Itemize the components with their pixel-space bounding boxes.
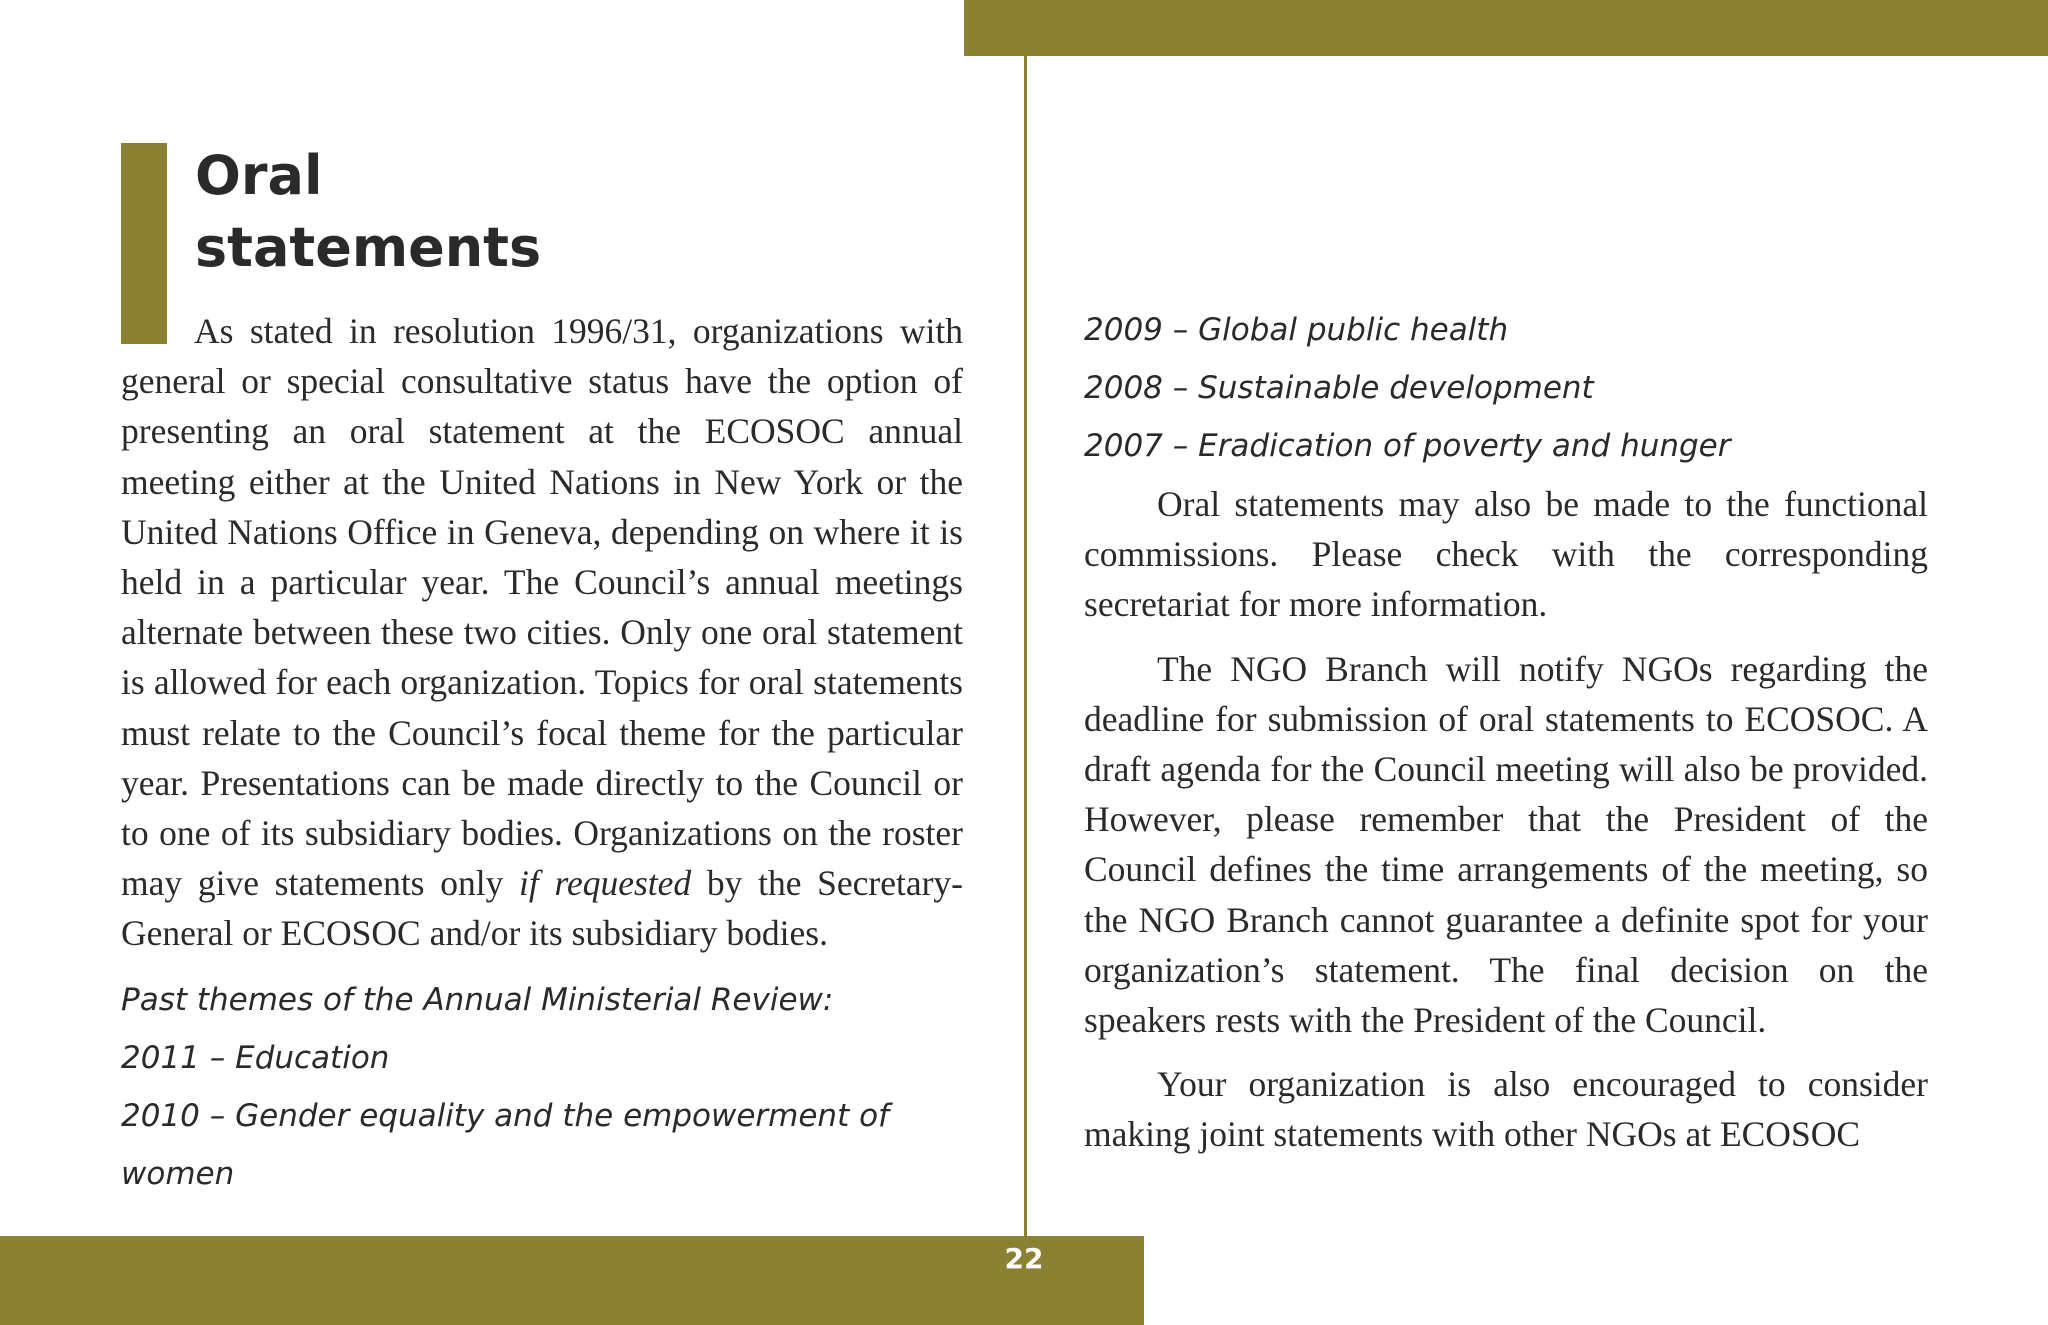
page-title-line1: Oral — [195, 144, 323, 207]
theme-item: 2011 – Education — [121, 1039, 390, 1076]
left-column — [121, 306, 963, 1203]
theme-item: 2009 – Global public health — [1084, 312, 1509, 348]
theme-item: 2008 – Sustainable development — [1084, 370, 1594, 406]
page-title-line2: statements — [195, 216, 542, 279]
paragraph-text: by the Secretary-General or ECOSOC and/or its subsidiary bodies. — [121, 863, 964, 954]
body-paragraph: Oral statements may also be made to the functional commissions. Please check with the corresponding secretariat for more information. — [1084, 484, 1928, 625]
paragraph-emphasis: if requested — [519, 863, 692, 904]
body-paragraph — [121, 306, 963, 959]
paragraph-text: As stated in resolution 1996/31, organizations with general or special consultative status have the option of presenting an oral statement at the ECOSOC annual meeting either at the United Nations in New York or the United Nations Office in Geneva, depending on where it is held in a particular year. The Council’s annual meetings alternate between these two cities. Only one oral statement is allowed for each organization. Topics for oral statements must relate to the Council’s focal theme for the particular year. Presentations can be made directly to the Council or to one of its subsidiary bodies. Organizations on the roster may give statements only — [121, 311, 963, 904]
right-column — [1084, 301, 1928, 1174]
theme-item: 2010 – Gender equality and the empowerment of women — [121, 1097, 889, 1192]
top-accent-bar — [964, 0, 2048, 56]
themes-heading: Past themes of the Annual Ministerial Review: — [121, 981, 834, 1018]
theme-item: 2007 – Eradication of poverty and hunger — [1084, 428, 1731, 464]
body-paragraph: Your organization is also encouraged to consider making joint statements with other NGOs at ECOSOC — [1084, 1064, 1928, 1155]
body-paragraph: The NGO Branch will notify NGOs regarding the deadline for submission of oral statements to ECOSOC. A draft agenda for the Council meeting will also be provided. However, please remember that the President of the Council defines the time arrangements of the meeting, so the NGO Branch cannot guarantee a definite spot for your organization’s statement. The final decision on the speakers rests with the President of the Council. — [1084, 648, 1928, 1041]
bottom-accent-bar — [0, 1236, 1144, 1325]
page-divider — [1024, 0, 1027, 1290]
page-number: 22 — [1004, 1242, 1044, 1275]
page-title — [195, 140, 541, 284]
